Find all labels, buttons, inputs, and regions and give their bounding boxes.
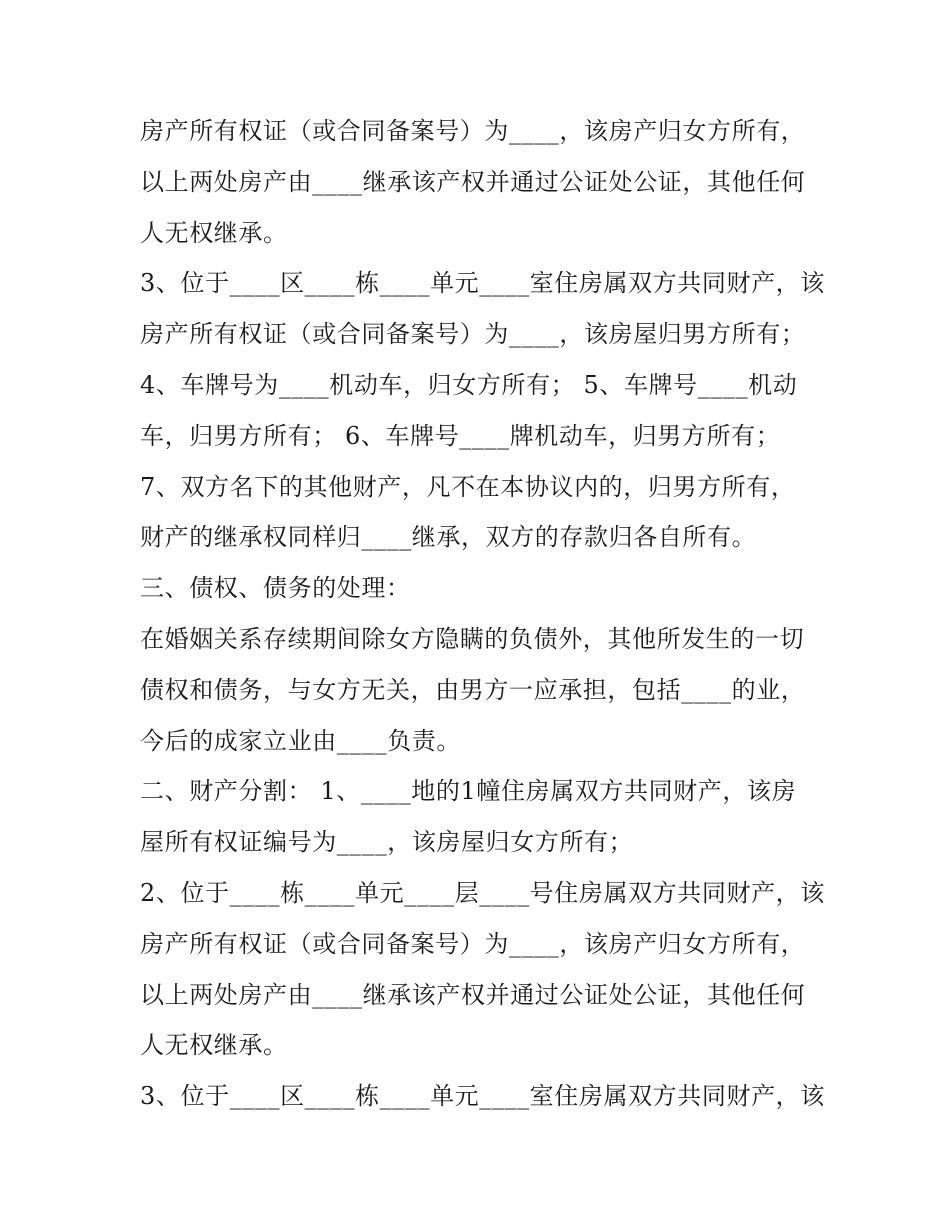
text-line: 债权和债务，与女方无关，由男方一应承担，包括____的业， (140, 675, 806, 704)
text-line: 人无权继承。 (140, 218, 288, 247)
text-line: 人无权继承。 (140, 1031, 288, 1060)
text-line: 3、位于____区____栋____单元____室住房属双方共同财产，该 (140, 269, 825, 298)
text-line: 2、位于____栋____单元____层____号住房属双方共同财产，该 (140, 878, 825, 907)
text-line: 屋所有权证编号为____，该房屋归女方所有； (140, 828, 634, 857)
text-line: 今后的成家立业由____负责。 (140, 726, 461, 755)
text-line: 房产所有权证（或合同备案号）为____，该房产归女方所有， (140, 117, 806, 145)
text-line: 车，归男方所有； 6、车牌号____牌机动车，归男方所有； (140, 421, 781, 450)
text-line: 二、财产分割： 1、____地的1幢住房属双方共同财产，该房 (140, 777, 797, 806)
text-line: 7、双方名下的其他财产，凡不在本协议内的，归男方所有， (140, 472, 796, 501)
text-line: 房产所有权证（或合同备案号）为____，该房屋归男方所有； (140, 320, 806, 349)
section-heading: 三、债权、债务的处理： (140, 574, 411, 603)
text-line: 4、车牌号为____机动车，归女方所有； 5、车牌号____机动 (140, 370, 798, 399)
text-line: 房产所有权证（或合同备案号）为____，该房产归女方所有， (140, 929, 806, 958)
text-line: 以上两处房产由____继承该产权并通过公证处公证，其他任何 (140, 980, 806, 1009)
text-line: 以上两处房产由____继承该产权并通过公证处公证，其他任何 (140, 167, 806, 196)
text-line: 3、位于____区____栋____单元____室住房属双方共同财产，该 (140, 1082, 825, 1111)
document-body (140, 106, 830, 1122)
text-line: 财产的继承权同样归____继承，双方的存款归各自所有。 (140, 523, 757, 552)
text-line: 在婚姻关系存续期间除女方隐瞒的负债外，其他所发生的一切 (140, 624, 805, 653)
